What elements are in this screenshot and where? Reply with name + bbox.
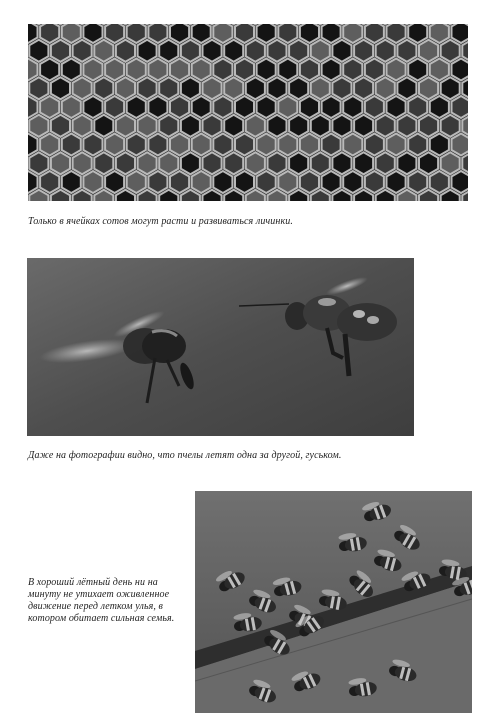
honeycomb-caption: Только в ячейках сотов могут расти и развиваться личинки. (28, 216, 293, 227)
hive-entrance-caption: В хороший лётный день ни на минуту не утихает оживленное движение перед летком улья, в котором обитает сильная семья. (28, 577, 175, 624)
flying-bees-caption: Даже на фотографии видно, что пчелы летят одна за другой, гуськом. (28, 450, 342, 461)
honeycomb-photo (28, 24, 468, 201)
hive-entrance-photo (195, 491, 472, 713)
flying-bees-photo (27, 258, 414, 436)
